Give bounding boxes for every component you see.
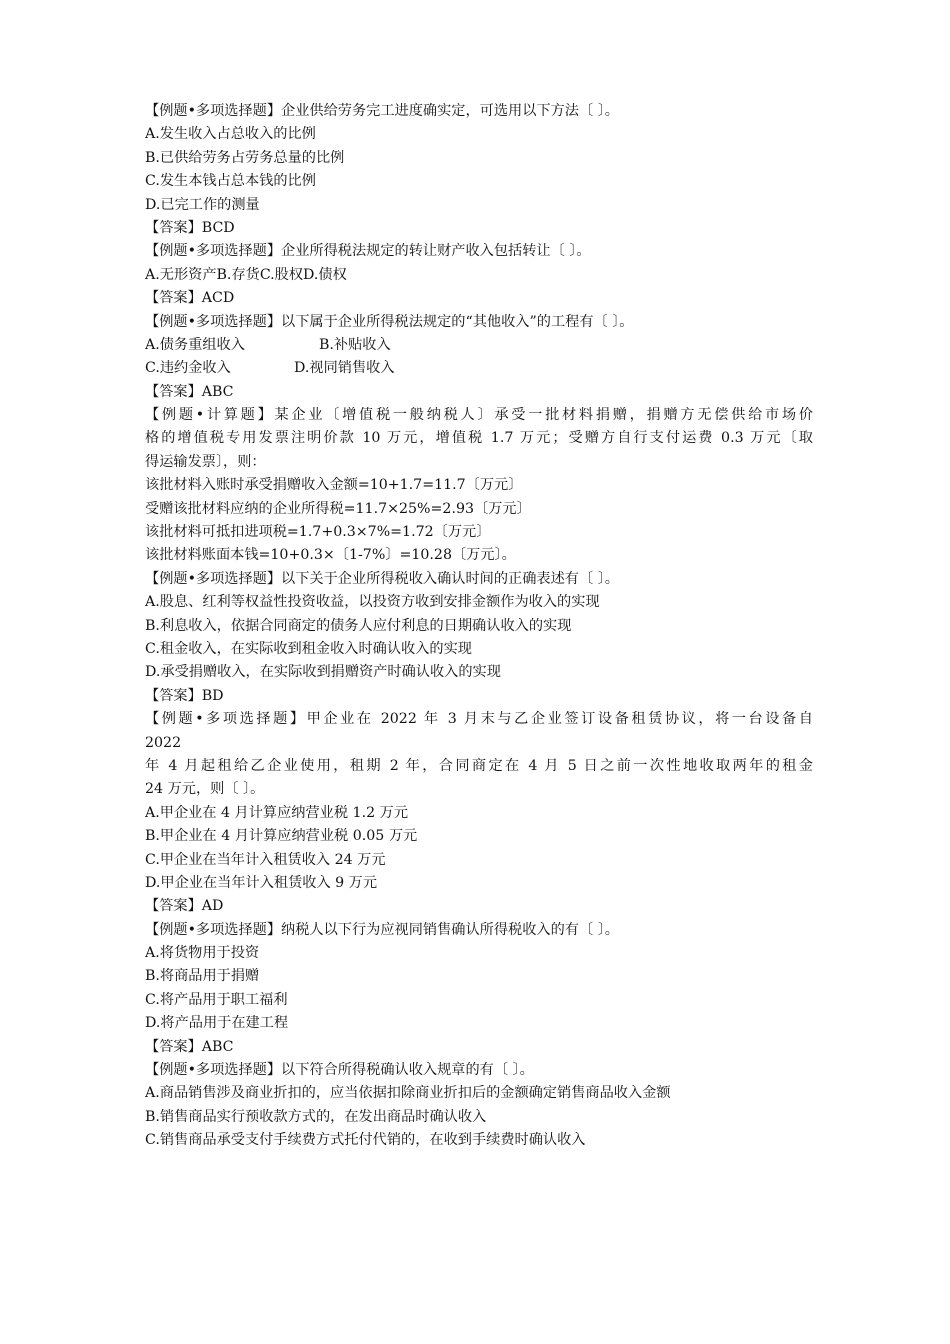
q6-option-a: A.甲企业在 4 月计算应纳营业税 1.2 万元 (145, 804, 409, 821)
q3-option-a: A.债务重组收入 (145, 336, 245, 353)
q7-option-d: D.将产品用于在建工程 (145, 1015, 289, 1032)
q6-stem-line-1: 【例题•多项选择题】甲企业在 2022 年 3 月末与乙企业签订设备租赁协议，将一台设备自 (145, 711, 813, 728)
calc-step-4: 该批材料账面本钱=10+0.3×〔1-7%〕=10.28〔万元〕。 (145, 547, 516, 564)
q5-answer: 【答案】BD (145, 687, 224, 704)
document-page (145, 100, 813, 1153)
q5-option-b: B.利息收入，依据合同商定的债务人应付利息的日期确认收入的实现 (145, 617, 572, 634)
q8-option-a: A.商品销售涉及商业折扣的，应当依据扣除商业折扣后的金额确定销售商品收入金额 (145, 1085, 671, 1102)
q8-option-c: C.销售商品承受支付手续费方式托付代销的，在收到手续费时确认收入 (145, 1132, 586, 1149)
calc-stem-line-3: 得运输发票〕，则： (145, 453, 266, 470)
q2-options: A.无形资产B.存货C.股权D.债权 (145, 266, 347, 283)
q8-option-b: B.销售商品实行预收款方式的，在发出商品时确认收入 (145, 1108, 487, 1125)
q1-answer: 【答案】BCD (145, 219, 235, 236)
q3-option-b: B.补贴收入 (319, 336, 391, 353)
q6-stem-line-4: 24 万元，则〔 〕。 (145, 781, 265, 798)
q2-stem: 【例题•多项选择题】企业所得税法规定的转让财产收入包括转让〔 〕。 (145, 243, 591, 260)
calc-step-2: 受赠该批材料应纳的企业所得税=11.7×25%=2.93〔万元〕 (145, 500, 531, 517)
q3-options-row-2 (145, 357, 813, 380)
q1-option-b: B.已供给劳务占劳务总量的比例 (145, 149, 345, 166)
q6-stem-line-2: 2022 (145, 734, 182, 751)
calc-step-3: 该批材料可抵扣进项税=1.7+0.3×7%=1.72〔万元〕 (145, 524, 491, 541)
q6-answer: 【答案】AD (145, 898, 224, 915)
q3-answer: 【答案】ABC (145, 383, 234, 400)
q3-option-d: D.视同销售收入 (294, 360, 395, 377)
q1-stem: 【例题•多项选择题】企业供给劳务完工进度确实定，可选用以下方法〔 〕。 (145, 103, 619, 119)
q5-option-c: C.租金收入，在实际收到租金收入时确认收入的实现 (145, 640, 472, 657)
calc-stem-line-2: 格的增值税专用发票注明价款 10 万元，增值税 1.7 万元；受赠方自行支付运费 0.3 万元〔取 (145, 430, 813, 447)
q7-stem: 【例题•多项选择题】纳税人以下行为应视同销售确认所得税收入的有〔 〕。 (145, 921, 619, 938)
q6-stem-line-3: 年 4 月起租给乙企业使用，租期 2 年，合同商定在 4 月 5 日之前一次性地收取两年的租金 (145, 757, 813, 774)
calc-step-1: 该批材料入账时承受捐赠收入金额=10+1.7=11.7〔万元〕 (145, 477, 523, 494)
q7-answer: 【答案】ABC (145, 1038, 234, 1055)
q6-option-b: B.甲企业在 4 月计算应纳营业税 0.05 万元 (145, 828, 418, 845)
q6-option-d: D.甲企业在当年计入租赁收入 9 万元 (145, 874, 378, 891)
q3-options-row-1 (145, 334, 813, 357)
q7-option-b: B.将商品用于捐赠 (145, 968, 260, 985)
q1-option-c: C.发生本钱占总本钱的比例 (145, 173, 316, 190)
q3-option-c: C.违约金收入 (145, 360, 231, 377)
q8-stem: 【例题•多项选择题】以下符合所得税确认收入规章的有〔 〕。 (145, 1062, 534, 1079)
q5-stem: 【例题•多项选择题】以下关于企业所得税收入确认时间的正确表述有〔 〕。 (145, 570, 619, 587)
q1-option-d: D.已完工作的测量 (145, 196, 260, 213)
q7-option-a: A.将货物用于投资 (145, 945, 260, 962)
calc-stem-line-1: 【例题•计算题】某企业〔增值税一般纳税人〕承受一批材料捐赠，捐赠方无偿供给市场价 (145, 407, 813, 424)
q2-answer: 【答案】ACD (145, 290, 235, 307)
q3-stem: 【例题•多项选择题】以下属于企业所得税法规定的“其他收入”的工程有〔 〕。 (145, 313, 634, 330)
q1-option-a: A.发生收入占总收入的比例 (145, 126, 316, 143)
q7-option-c: C.将产品用于职工福利 (145, 991, 288, 1008)
q5-option-d: D.承受捐赠收入，在实际收到捐赠资产时确认收入的实现 (145, 664, 501, 681)
q5-option-a: A.股息、红利等权益性投资收益，以投资方收到安排金额作为收入的实现 (145, 594, 600, 611)
q6-option-c: C.甲企业在当年计入租赁收入 24 万元 (145, 851, 386, 868)
